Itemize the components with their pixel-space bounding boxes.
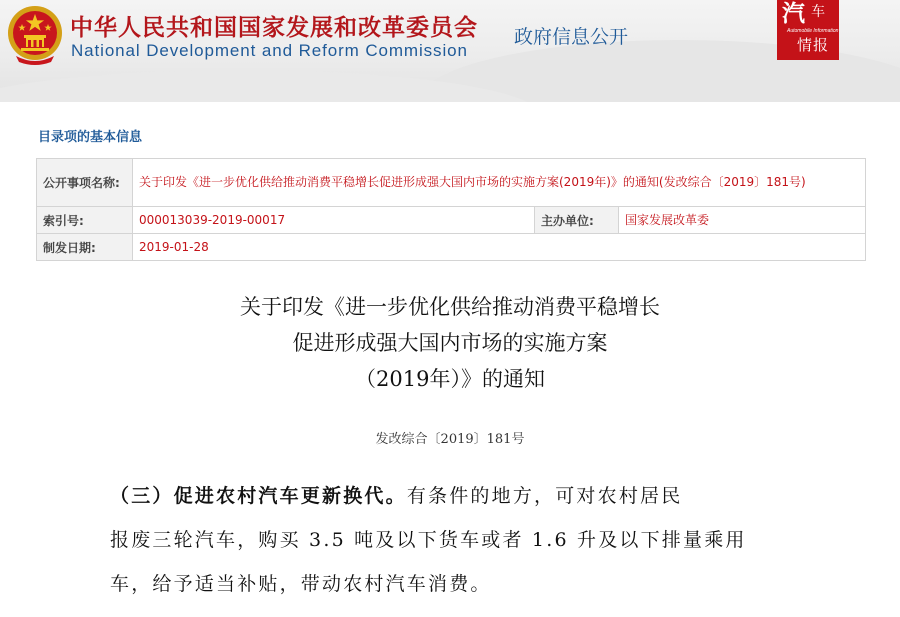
brand-chars-bottom: 情报 bbox=[797, 36, 830, 54]
document-paragraph bbox=[110, 474, 800, 606]
organizer-value: 国家发展改革委 bbox=[619, 207, 866, 234]
date-value: 2019-01-28 bbox=[133, 234, 866, 261]
paragraph-line: 车，给予适当补贴，带动农村汽车消费。 bbox=[110, 573, 492, 595]
brand-char-small: 车 bbox=[811, 4, 825, 20]
date-label: 制发日期: bbox=[37, 234, 133, 261]
title-line: 关于印发《进一步优化供给推动消费平稳增长 bbox=[240, 295, 660, 319]
brand-char-big: 汽 bbox=[782, 1, 805, 27]
organizer-label: 主办单位: bbox=[535, 207, 619, 234]
table-row bbox=[37, 159, 866, 207]
paragraph-line bbox=[110, 474, 800, 518]
table-row bbox=[37, 207, 866, 234]
org-name-cn[interactable]: 中华人民共和国国家发展和改革委员会 bbox=[70, 15, 478, 41]
brand-tagline: Automobile Information bbox=[787, 28, 839, 34]
catalog-info-table bbox=[36, 158, 866, 261]
org-name-en[interactable]: National Development and Reform Commission bbox=[71, 41, 468, 60]
document-number: 发改综合〔2019〕181号 bbox=[375, 432, 525, 447]
paragraph-text: 有条件的地方，可对农村居民 bbox=[406, 485, 683, 507]
document-title bbox=[0, 289, 900, 397]
national-emblem-icon[interactable] bbox=[6, 4, 64, 66]
paragraph-line: 报废三轮汽车，购买 3.5 吨及以下货车或者 1.6 升及以下排量乘用 bbox=[110, 529, 747, 551]
paragraph-lead: （三）促进农村汽车更新换代。 bbox=[110, 485, 407, 507]
title-line: 促进形成强大国内市场的实施方案 bbox=[292, 331, 608, 355]
site-header bbox=[0, 0, 900, 102]
index-value: 000013039-2019-00017 bbox=[133, 207, 535, 234]
section-title[interactable]: 政府信息公开 bbox=[514, 26, 629, 48]
index-label: 索引号: bbox=[37, 207, 133, 234]
brand-watermark-badge bbox=[777, 0, 839, 60]
catalog-heading: 目录项的基本信息 bbox=[38, 130, 143, 145]
subject-label: 公开事项名称: bbox=[37, 159, 133, 207]
table-row bbox=[37, 234, 866, 261]
subject-value: 关于印发《进一步优化供给推动消费平稳增长促进形成强大国内市场的实施方案(2019年)》的通知(发改综合〔2019〕181号) bbox=[133, 159, 866, 207]
title-line: （2019年）》的通知 bbox=[355, 367, 545, 391]
